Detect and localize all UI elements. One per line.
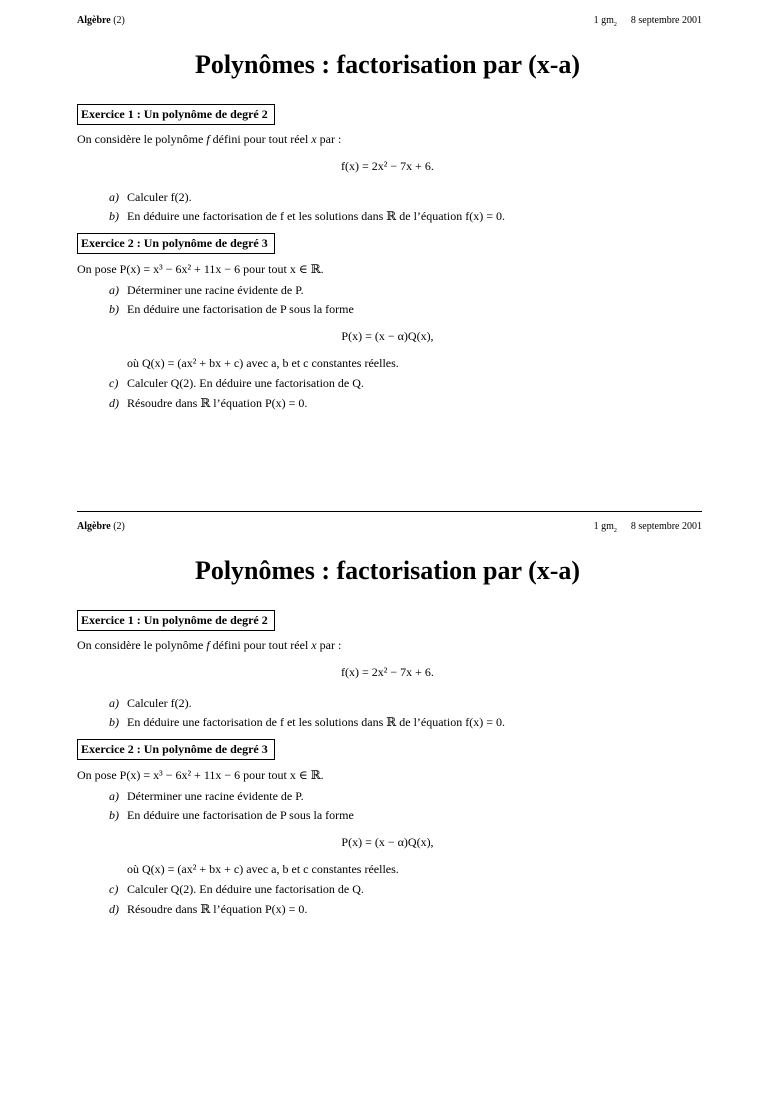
- page-title: Polynômes : factorisation par (x-a): [194, 50, 581, 79]
- date-label: 8 septembre 2001: [630, 521, 702, 532]
- sheet-number: (2): [113, 15, 125, 26]
- exercise-2-where: où Q(x) = (ax² + bx + c) avec a, b et c constantes réelles.: [127, 862, 399, 876]
- list-item: d) Résoudre dans ℝ l’équation P(x) = 0.: [109, 902, 308, 916]
- subject-label: Algèbre: [77, 521, 111, 532]
- sheet-number: (2): [113, 521, 125, 532]
- exercise-2-formula: P(x) = (x − α)Q(x),: [341, 329, 434, 343]
- exercise-2-intro: On pose P(x) = x³ − 6x² + 11x − 6 pour tout x ∈ ℝ.: [77, 262, 324, 276]
- list-item: b) En déduire une factorisation de f et les solutions dans ℝ de l’équation f(x) = 0.: [109, 715, 505, 729]
- list-item: c) Calculer Q(2). En déduire une factorisation de Q.: [109, 882, 364, 896]
- exercise-1-formula: f(x) = 2x² − 7x + 6.: [341, 159, 434, 173]
- list-item: b) En déduire une factorisation de P sous la forme: [109, 302, 354, 316]
- exercise-2-formula: P(x) = (x − α)Q(x),: [341, 835, 434, 849]
- list-item: a) Déterminer une racine évidente de P.: [109, 789, 304, 803]
- page-title: Polynômes : factorisation par (x-a): [194, 556, 581, 585]
- exercise-2-intro: On pose P(x) = x³ − 6x² + 11x − 6 pour tout x ∈ ℝ.: [77, 768, 324, 782]
- exercise-1-formula: f(x) = 2x² − 7x + 6.: [341, 665, 434, 679]
- list-item: d) Résoudre dans ℝ l’équation P(x) = 0.: [109, 396, 308, 410]
- exercise-1-heading: Exercice 1 : Un polynôme de degré 2: [77, 104, 275, 125]
- exercise-2-heading: Exercice 2 : Un polynôme de degré 3: [77, 233, 275, 254]
- exercise-2-where: où Q(x) = (ax² + bx + c) avec a, b et c constantes réelles.: [127, 356, 399, 370]
- exercise-2-heading: Exercice 2 : Un polynôme de degré 3: [77, 739, 275, 760]
- list-item: c) Calculer Q(2). En déduire une factorisation de Q.: [109, 376, 364, 390]
- page-header: [77, 521, 702, 535]
- class-label: 1 $gm_2$: [593, 15, 617, 28]
- page-header: [77, 15, 702, 29]
- list-item: a) Calculer f(2).: [109, 696, 192, 710]
- class-label: 1 $gm_2$: [593, 521, 617, 534]
- worksheet-top: [0, 0, 775, 506]
- worksheet-bottom: [0, 506, 775, 1012]
- exercise-1-intro: On considère le polynôme f défini pour tout réel x par :: [77, 638, 342, 652]
- date-label: 8 septembre 2001: [630, 15, 702, 26]
- list-item: a) Déterminer une racine évidente de P.: [109, 283, 304, 297]
- list-item: b) En déduire une factorisation de P sous la forme: [109, 808, 354, 822]
- exercise-1-intro: On considère le polynôme f défini pour tout réel x par :: [77, 132, 342, 146]
- exercise-1-heading: Exercice 1 : Un polynôme de degré 2: [77, 610, 275, 631]
- list-item: b) En déduire une factorisation de f et les solutions dans ℝ de l’équation f(x) = 0.: [109, 209, 505, 223]
- subject-label: Algèbre: [77, 15, 111, 26]
- list-item: a) Calculer f(2).: [109, 190, 192, 204]
